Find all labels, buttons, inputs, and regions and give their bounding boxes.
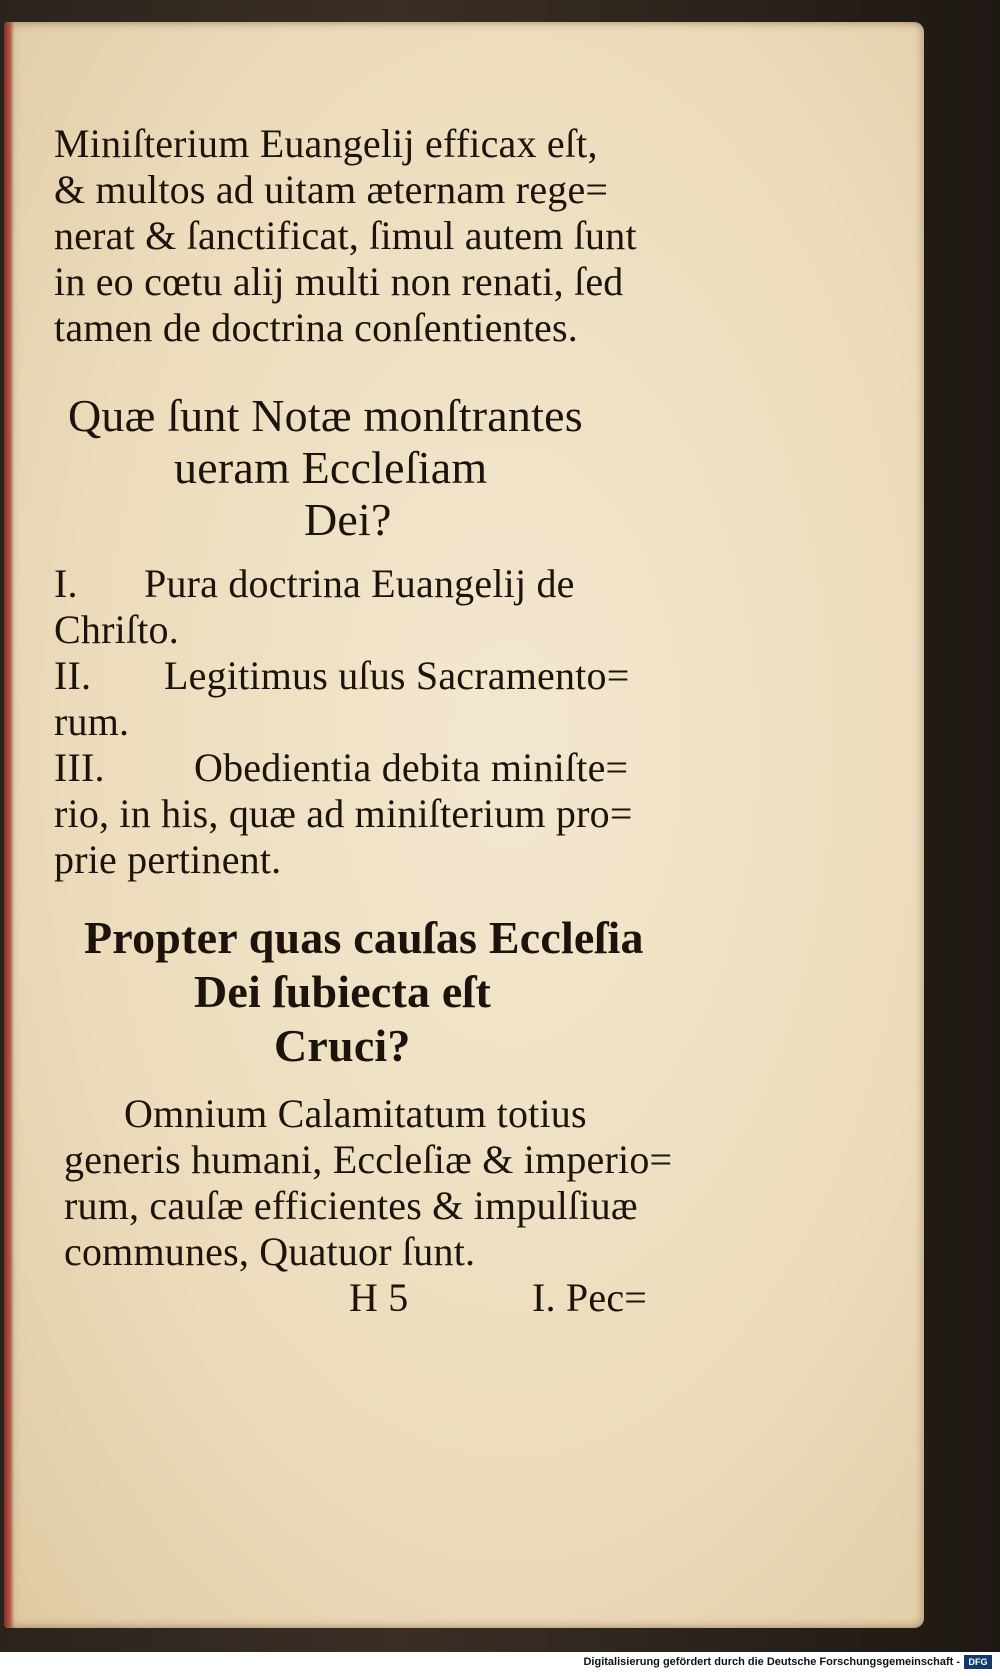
book-page xyxy=(4,22,924,1628)
dfg-logo: DFG xyxy=(964,1655,992,1669)
section-heading: Quæ ſunt Notæ monſtrantes xyxy=(68,390,583,441)
item-text: Obedientia debita miniſte= xyxy=(194,745,629,790)
item-text: prie pertinent. xyxy=(54,837,282,882)
item-number: II. xyxy=(54,653,92,698)
paragraph-line: Omnium Calamitatum totius xyxy=(124,1091,587,1136)
paragraph-line: rum, cauſæ efficientes & impulſiuæ xyxy=(64,1183,638,1228)
item-number: III. xyxy=(54,745,105,790)
paragraph-line: & multos ad uitam æternam rege= xyxy=(54,167,609,212)
item-text: rio, in his, quæ ad miniſterium pro= xyxy=(54,791,633,836)
footer-credit: Digitalisierung gefördert durch die Deutsche Forschungsgemeinschaft - xyxy=(583,1656,960,1668)
section-heading: ueram Eccleſiam xyxy=(174,442,488,493)
paragraph-line: tamen de doctrina conſentientes. xyxy=(54,305,578,350)
item-text: rum. xyxy=(54,699,130,744)
item-number: I. xyxy=(54,561,78,606)
section-heading: Cruci? xyxy=(274,1020,411,1071)
paragraph-line: generis humani, Eccleſiæ & imperio= xyxy=(64,1137,673,1182)
section-heading: Propter quas cauſas Eccleſia xyxy=(84,912,644,963)
footer-bar xyxy=(0,1652,1000,1676)
paragraph-line: communes, Quatuor ſunt. xyxy=(64,1229,476,1274)
section-heading: Dei ſubiecta eſt xyxy=(194,966,492,1017)
section-heading: Dei? xyxy=(304,494,392,545)
item-text: Legitimus uſus Sacramento= xyxy=(164,653,630,698)
item-text: Pura doctrina Euangelij de xyxy=(144,561,575,606)
paragraph-line: Miniſterium Euangelij efficax eſt, xyxy=(54,121,598,166)
page-edge xyxy=(4,22,14,1628)
catchword: I. Pec= xyxy=(532,1275,648,1320)
paragraph-line: nerat & ſanctificat, ſimul autem ſunt xyxy=(54,213,637,258)
paragraph-line: in eo cœtu alij multi non renati, ſed xyxy=(54,259,624,304)
signature-mark: H 5 xyxy=(349,1275,409,1320)
item-text: Chriſto. xyxy=(54,607,179,652)
